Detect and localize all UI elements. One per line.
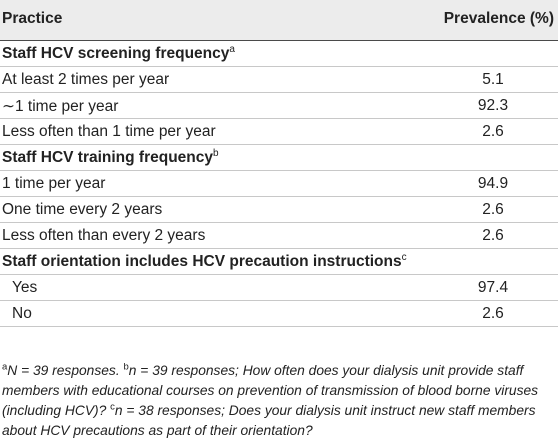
footnote-marker: c	[401, 251, 407, 263]
footnote-c-text: n = 38 responses; Does your dialysis unit instruct new staff members about HCV precautions as part of their orientation?	[2, 403, 536, 438]
footnote-marker: a	[229, 43, 235, 55]
section-title: Staff HCV screening frequency	[2, 45, 230, 62]
section-title: Staff orientation includes HCV precaution instructions	[2, 253, 402, 270]
row-value: 2.6	[482, 227, 504, 244]
section-orientation	[0, 249, 558, 275]
row-value: 94.9	[477, 175, 509, 192]
footnote-a-text: N = 39 responses.	[7, 363, 124, 378]
section-training-frequency	[0, 145, 558, 171]
table-row	[0, 223, 558, 249]
section-title: Staff HCV training frequency	[2, 149, 213, 166]
row-value: 2.6	[482, 201, 504, 218]
row-value: 97.4	[477, 279, 509, 296]
row-value: 2.6	[482, 123, 504, 140]
table-row	[0, 93, 558, 119]
table-row	[0, 119, 558, 145]
row-label: Yes	[12, 279, 38, 296]
footnote-marker-b: b	[123, 361, 129, 373]
row-label: Less often than every 2 years	[2, 227, 206, 244]
row-label: At least 2 times per year	[2, 71, 170, 88]
table-row	[0, 67, 558, 93]
row-value: 2.6	[482, 305, 504, 322]
footnote-b-text: n = 39 responses; How often does your dialysis unit provide staff members with educational courses on prevention of transmission of blood borne viruses (including HCV)?	[2, 363, 539, 418]
header-practice: Practice	[2, 10, 63, 27]
table-header	[0, 0, 558, 41]
table-row	[0, 275, 558, 301]
footnote-marker: b	[213, 147, 219, 159]
row-label: No	[12, 305, 32, 322]
section-screening-frequency	[0, 41, 558, 67]
footnote-marker-a: a	[2, 361, 8, 373]
row-label: One time every 2 years	[2, 201, 163, 218]
table-row	[0, 171, 558, 197]
footnote-marker-c: c	[110, 401, 115, 413]
row-label: Less often than 1 time per year	[2, 123, 216, 140]
table-row	[0, 197, 558, 223]
row-value: 92.3	[477, 97, 509, 114]
header-prevalence: Prevalence (%)	[443, 10, 554, 27]
table-footnote	[2, 361, 554, 441]
table-row	[0, 301, 558, 327]
row-label: 1 time per year	[2, 175, 106, 192]
row-label: ∼1 time per year	[2, 98, 119, 115]
row-value: 5.1	[482, 71, 504, 88]
